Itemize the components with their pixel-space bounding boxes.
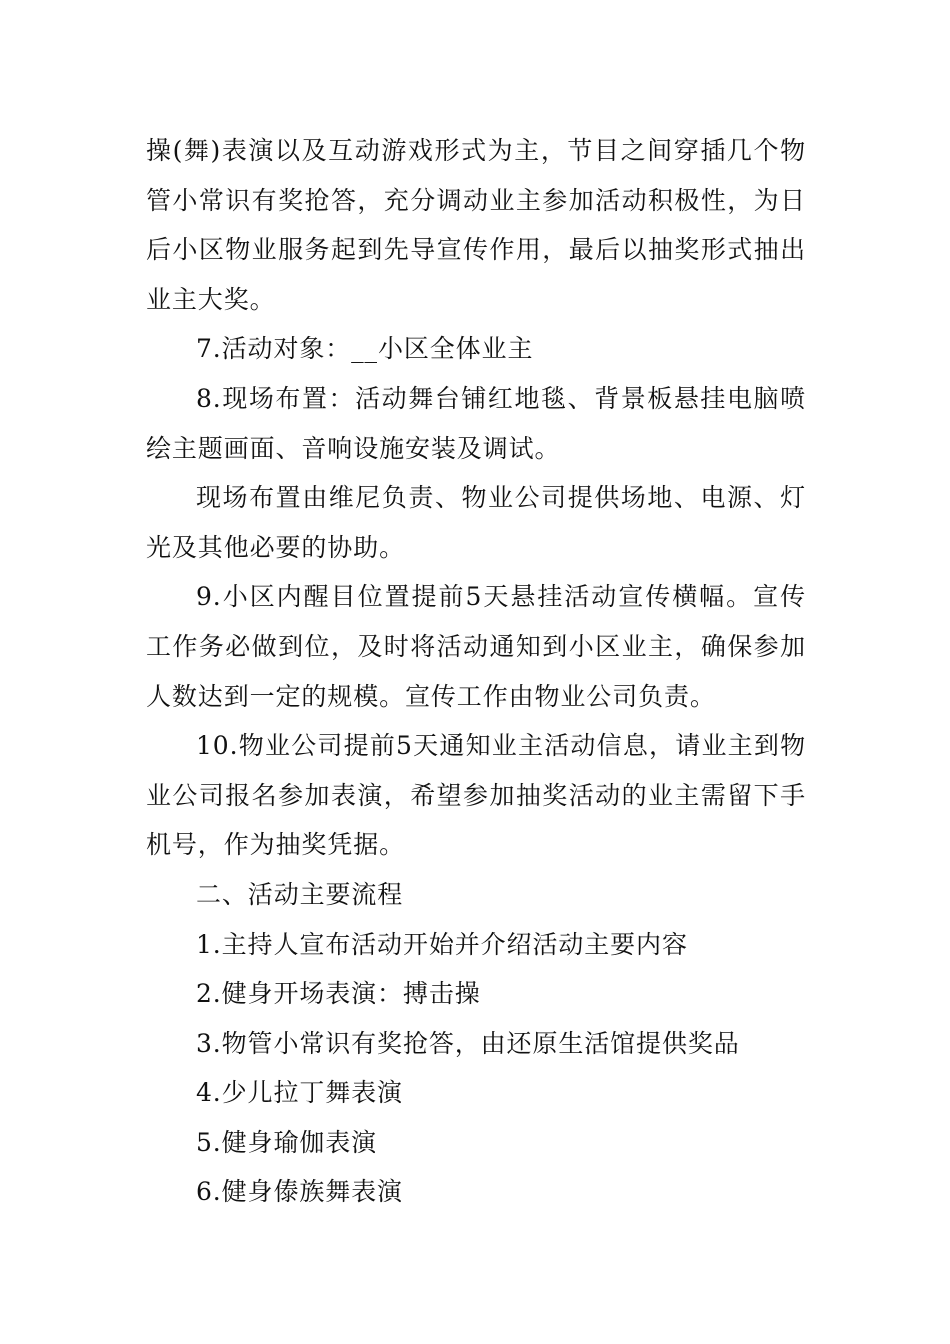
section-heading-main-process: 二、活动主要流程 xyxy=(196,879,404,909)
paragraph-venue-responsibility: 现场布置由维尼负责、物业公司提供场地、电源、灯光及其他必要的协助。 xyxy=(146,483,806,562)
paragraph-item-9-publicity: 9.小区内醒目位置提前5天悬挂活动宣传横幅。宣传工作务必做到位，及时将活动通知到小区业主，确保参加人数达到一定的规模。宣传工作由物业公司负责。 xyxy=(146,582,806,711)
process-step-2: 2.健身开场表演：搏击操 xyxy=(196,979,481,1009)
paragraph-item-10-registration: 10.物业公司提前5天通知业主活动信息，请业主到物业公司报名参加表演，希望参加抽奖活动的业主需留下手机号，作为抽奖凭据。 xyxy=(146,731,806,860)
process-step-5: 5.健身瑜伽表演 xyxy=(196,1127,378,1157)
process-step-3: 3.物管小常识有奖抢答，由还原生活馆提供奖品 xyxy=(196,1028,740,1058)
process-step-4: 4.少儿拉丁舞表演 xyxy=(196,1078,403,1108)
process-step-6: 6.健身傣族舞表演 xyxy=(196,1177,403,1207)
paragraph-item-7-audience: 7.活动对象：__小区全体业主 xyxy=(196,334,534,364)
document-body xyxy=(146,126,806,1217)
paragraph-intro-continued: 操(舞)表演以及互动游戏形式为主，节目之间穿插几个物管小常识有奖抢答，充分调动业主参加活动积极性，为日后小区物业服务起到先导宣传作用，最后以抽奖形式抽出业主大奖。 xyxy=(146,136,806,314)
paragraph-item-8-venue-setup: 8.现场布置：活动舞台铺红地毯、背景板悬挂电脑喷绘主题画面、音响设施安装及调试。 xyxy=(146,383,806,463)
process-step-1: 1.主持人宣布活动开始并介绍活动主要内容 xyxy=(196,929,688,959)
